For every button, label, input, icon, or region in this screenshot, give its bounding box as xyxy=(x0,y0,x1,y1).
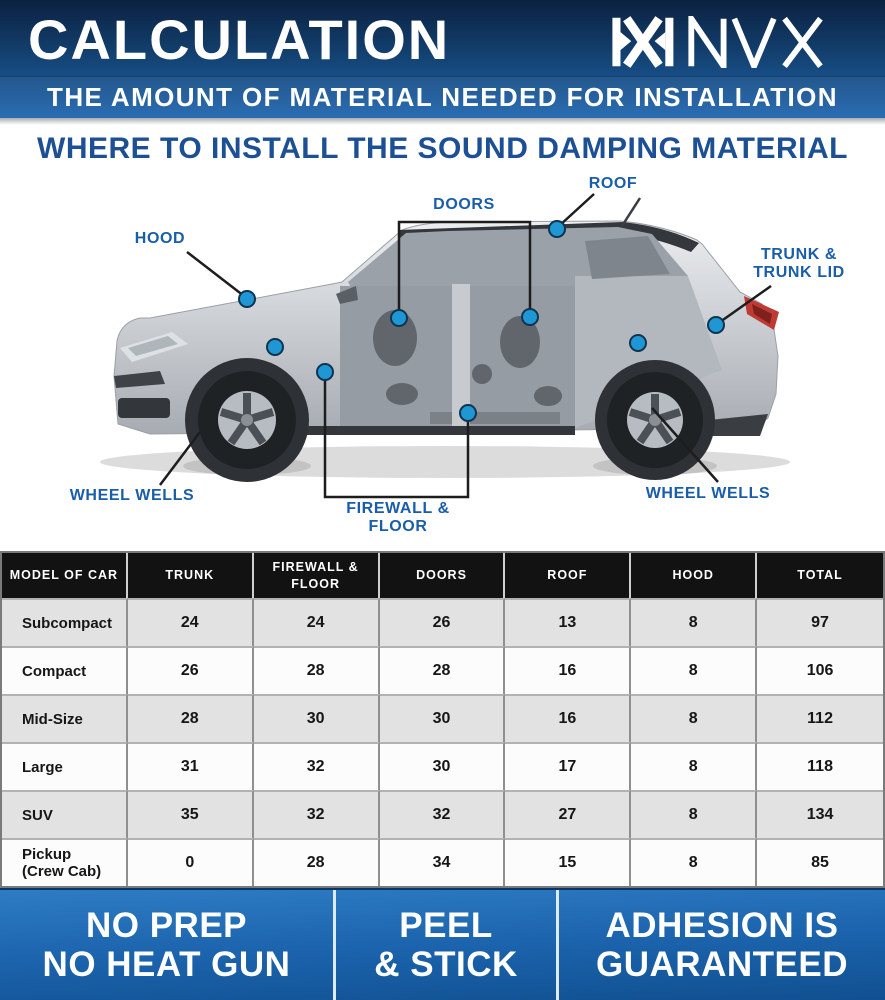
rear-door-dot xyxy=(522,309,538,325)
cell-large-total: 118 xyxy=(757,742,883,790)
badge-no-prep: NO PREP NO HEAT GUN xyxy=(42,906,291,984)
row-large-model: Large xyxy=(2,742,128,790)
nvx-logo-letters xyxy=(691,19,820,67)
cell-subcompact-firewall: 24 xyxy=(254,598,380,646)
cell-midsize-roof: 16 xyxy=(505,694,631,742)
front-wheel xyxy=(185,358,309,482)
cell-suv-roof: 27 xyxy=(505,790,631,838)
cell-suv-firewall: 32 xyxy=(254,790,380,838)
cell-pickup-total: 85 xyxy=(757,838,883,886)
trunk-dot xyxy=(708,317,724,333)
banner-subtitle: THE AMOUNT OF MATERIAL NEEDED FOR INSTALLATION xyxy=(0,76,885,118)
col-header-trunk: TRUNK xyxy=(128,553,254,598)
col-header-model: MODEL OF CAR xyxy=(2,553,128,598)
install-diagram-section xyxy=(0,126,885,551)
hood-label: HOOD xyxy=(134,230,186,247)
banner-shadow xyxy=(0,118,885,126)
row-midsize-model: Mid-Size xyxy=(2,694,128,742)
top-banner xyxy=(0,0,885,118)
wheel-wells-left-label: WHEEL WELLS xyxy=(69,487,195,504)
cell-pickup-roof: 15 xyxy=(505,838,631,886)
cell-compact-firewall: 28 xyxy=(254,646,380,694)
row-suv-model: SUV xyxy=(2,790,128,838)
rear-wheel-well-dot xyxy=(630,335,646,351)
front-door-dot xyxy=(391,310,407,326)
cell-large-roof: 17 xyxy=(505,742,631,790)
doors-label: DOORS xyxy=(433,196,495,213)
cell-compact-doors: 28 xyxy=(380,646,506,694)
cell-pickup-trunk: 0 xyxy=(128,838,254,886)
cell-subcompact-total: 97 xyxy=(757,598,883,646)
cell-midsize-trunk: 28 xyxy=(128,694,254,742)
nvx-logo-x xyxy=(627,19,659,66)
row-pickup-model: Pickup (Crew Cab) xyxy=(2,838,128,886)
cell-compact-trunk: 26 xyxy=(128,646,254,694)
row-subcompact-model: Subcompact xyxy=(2,598,128,646)
col-header-doors: DOORS xyxy=(380,553,506,598)
hood-leader-line xyxy=(187,252,244,296)
roof-dot xyxy=(549,221,565,237)
nvx-logo xyxy=(580,16,860,68)
cell-suv-trunk: 35 xyxy=(128,790,254,838)
cell-compact-total: 106 xyxy=(757,646,883,694)
cell-pickup-hood: 8 xyxy=(631,838,757,886)
firewall-dot xyxy=(317,364,333,380)
cell-suv-total: 134 xyxy=(757,790,883,838)
footer-badges xyxy=(0,888,885,1000)
diagram-heading: WHERE TO INSTALL THE SOUND DAMPING MATERIAL xyxy=(37,132,848,165)
page-title: CALCULATION xyxy=(28,8,451,71)
cell-compact-roof: 16 xyxy=(505,646,631,694)
cell-midsize-doors: 30 xyxy=(380,694,506,742)
wheel-wells-right-label: WHEEL WELLS xyxy=(645,485,771,502)
cell-subcompact-hood: 8 xyxy=(631,598,757,646)
col-header-firewall-floor: FIREWALL & FLOOR xyxy=(254,553,380,598)
cell-large-doors: 30 xyxy=(380,742,506,790)
cell-subcompact-trunk: 24 xyxy=(128,598,254,646)
material-amount-table xyxy=(0,551,885,888)
col-header-hood: HOOD xyxy=(631,553,757,598)
roof-label: ROOF xyxy=(588,175,638,192)
floor-dot xyxy=(460,405,476,421)
cell-midsize-hood: 8 xyxy=(631,694,757,742)
rear-wheel xyxy=(595,360,715,480)
col-header-roof: ROOF xyxy=(505,553,631,598)
cell-subcompact-doors: 26 xyxy=(380,598,506,646)
cell-midsize-firewall: 30 xyxy=(254,694,380,742)
cell-subcompact-roof: 13 xyxy=(505,598,631,646)
cell-compact-hood: 8 xyxy=(631,646,757,694)
badge-adhesion: ADHESION IS GUARANTEED xyxy=(556,890,885,1000)
cell-midsize-total: 112 xyxy=(757,694,883,742)
hood-dot xyxy=(239,291,255,307)
trunk-label: TRUNK & TRUNK LID xyxy=(753,246,845,281)
cell-large-firewall: 32 xyxy=(254,742,380,790)
col-header-total: TOTAL xyxy=(757,553,883,598)
cell-large-trunk: 31 xyxy=(128,742,254,790)
cell-pickup-firewall: 28 xyxy=(254,838,380,886)
row-compact-model: Compact xyxy=(2,646,128,694)
firewall-floor-label: FIREWALL & FLOOR xyxy=(346,500,450,535)
cell-large-hood: 8 xyxy=(631,742,757,790)
front-wheel-well-dot xyxy=(267,339,283,355)
badge-peel-stick: PEEL & STICK xyxy=(333,890,556,1000)
cell-suv-hood: 8 xyxy=(631,790,757,838)
cell-suv-doors: 32 xyxy=(380,790,506,838)
cell-pickup-doors: 34 xyxy=(380,838,506,886)
